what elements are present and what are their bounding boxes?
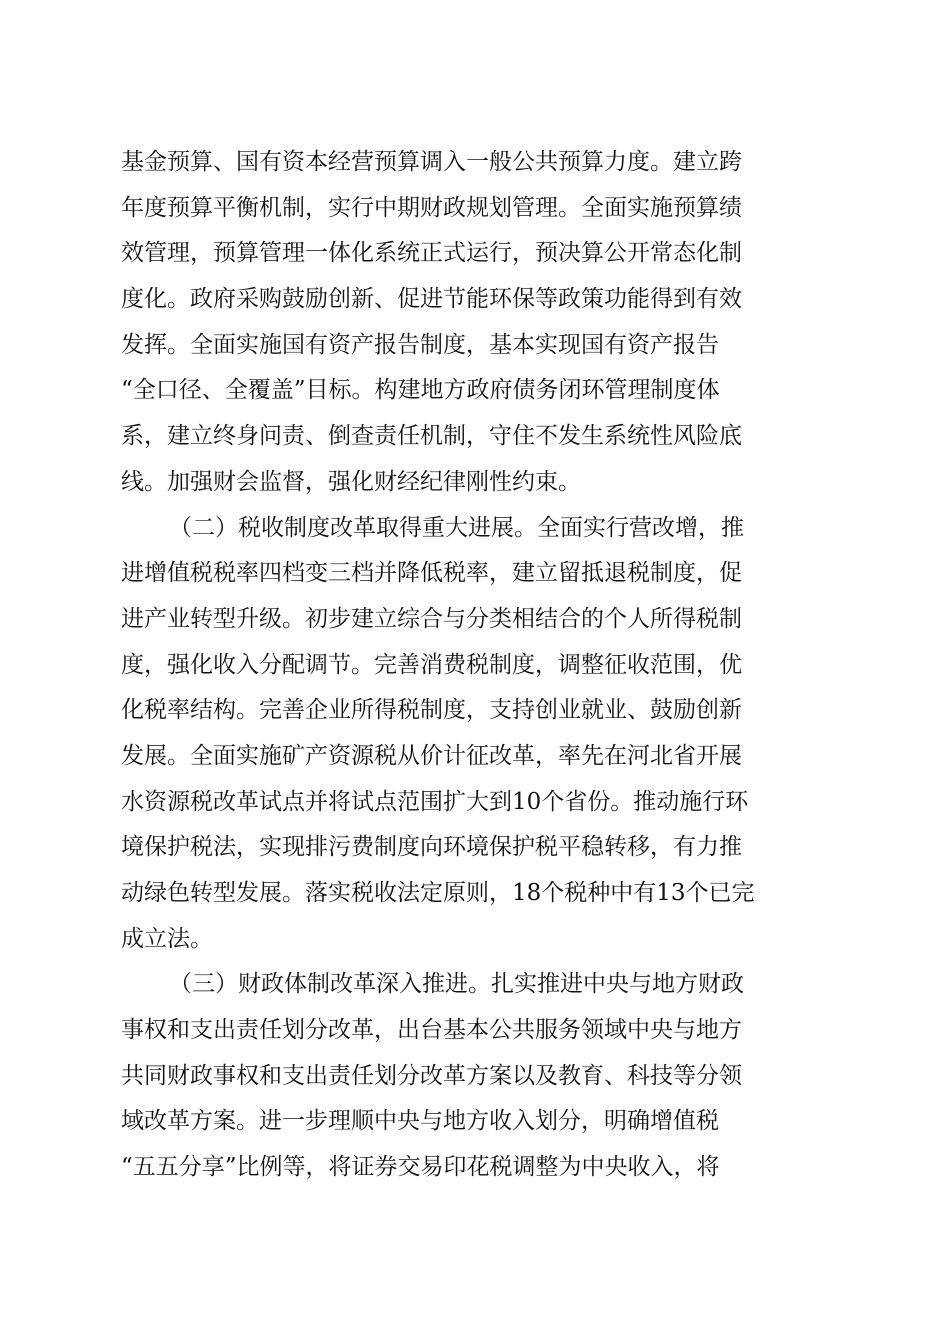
- text-line: 水资源税改革试点并将试点范围扩大到10个省份。推动施行环: [121, 788, 749, 815]
- text-line: 度化。政府采购鼓励创新、促进节能环保等政策功能得到有效: [121, 286, 742, 313]
- text-line: “五五分享”比例等，将证券交易印花税调整为中央收入，将: [121, 1154, 720, 1181]
- section-heading-line: （三）财政体制改革深入推进。扎实推进中央与地方财政: [169, 971, 744, 998]
- text-line: 基金预算、国有资本经营预算调入一般公共预算力度。建立跨: [121, 149, 742, 175]
- text-line: 度，强化收入分配调节。完善消费税制度，调整征收范围，优: [121, 651, 742, 678]
- text-line: “全口径、全覆盖”目标。构建地方政府债务闭环管理制度体: [121, 377, 720, 404]
- text-line: 发展。全面实施矿产资源税从价计征改革，率先在河北省开展: [121, 742, 742, 769]
- text-line: 进增值税税率四档变三档并降低税率，建立留抵退税制度，促: [121, 560, 742, 587]
- text-line: 域改革方案。进一步理顺中央与地方收入划分，明确增值税: [121, 1108, 719, 1135]
- text-line: 效管理，预算管理一体化系统正式运行，预决算公开常态化制: [121, 240, 742, 267]
- body-text: [121, 140, 841, 1191]
- text-line: 进产业转型升级。初步建立综合与分类相结合的个人所得税制: [121, 605, 742, 632]
- text-line: 共同财政事权和支出责任划分改革方案以及教育、科技等分领: [121, 1062, 742, 1089]
- text-line: 系，建立终身问责、倒查责任机制，守住不发生系统性风险底: [121, 423, 742, 450]
- text-line: 发挥。全面实施国有资产报告制度，基本实现国有资产报告: [121, 331, 719, 358]
- text-line: 化税率结构。完善企业所得税制度，支持创业就业、鼓励创新: [121, 697, 742, 724]
- text-line: 线。加强财会监督，强化财经纪律刚性约束。: [121, 468, 581, 495]
- section-heading-line: （二）税收制度改革取得重大进展。全面实行营改增，推: [169, 514, 744, 541]
- text-line: 动绿色转型发展。落实税收法定原则，18个税种中有13个已完: [121, 880, 755, 906]
- text-line: 境保护税法，实现排污费制度向环境保护税平稳转移，有力推: [121, 834, 742, 861]
- text-line: 事权和支出责任划分改革，出台基本公共服务领域中央与地方: [121, 1017, 742, 1044]
- text-line: 成立法。: [121, 925, 213, 952]
- text-line: 年度预算平衡机制，实行中期财政规划管理。全面实施预算绩: [121, 194, 742, 221]
